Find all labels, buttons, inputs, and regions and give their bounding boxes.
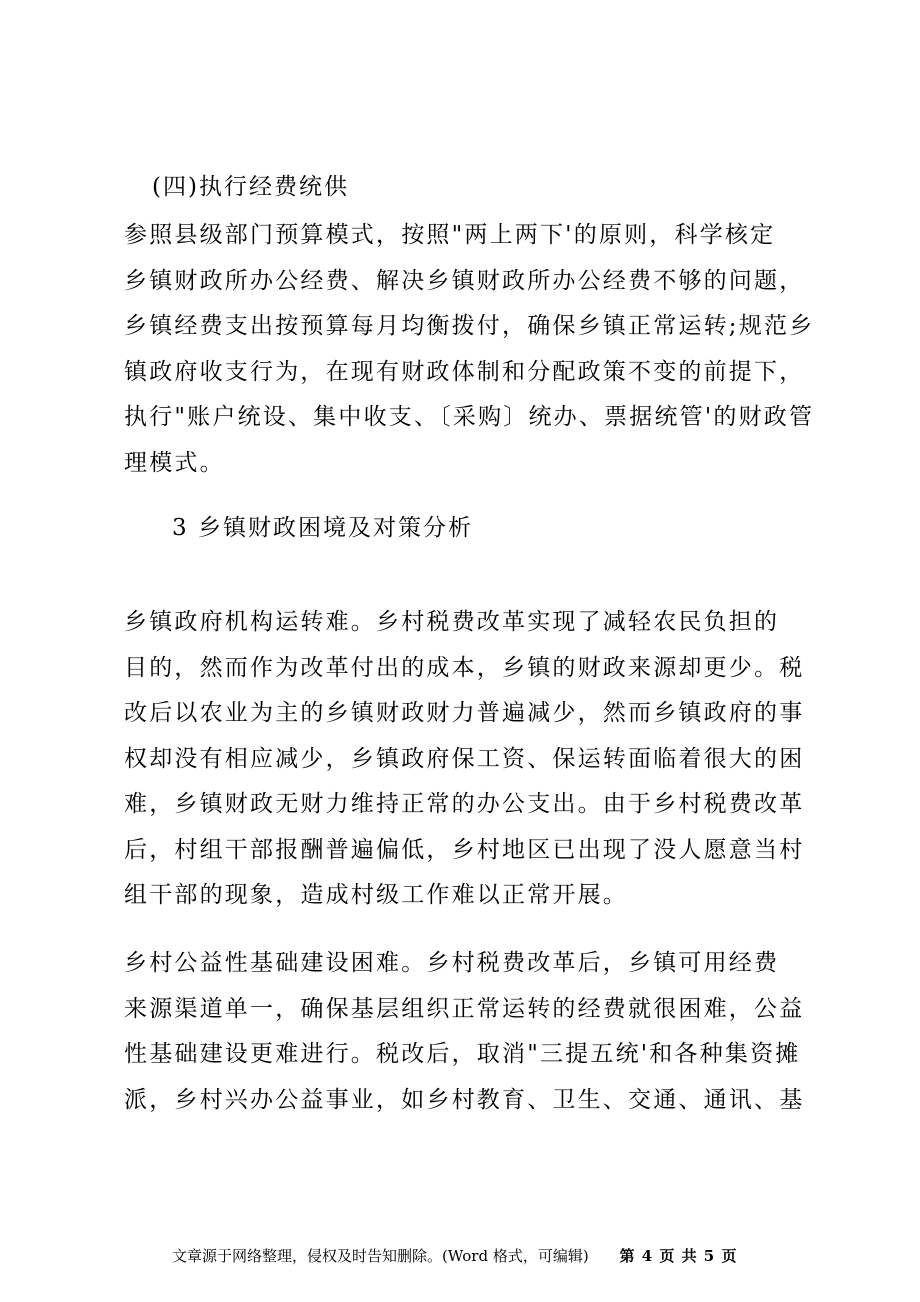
page-number: 第 4 页 共 5 页 [619, 1247, 738, 1265]
footer-note: 文章源于网络整理，侵权及时告知删除。(Word 格式，可编辑) [172, 1247, 589, 1265]
section-title: 3 乡镇财政困境及对策分析 [172, 515, 473, 541]
text-line: 乡镇政府机构运转难。乡村税费改革实现了减轻农民负担的 [124, 609, 780, 635]
text-line: 执行"账户统设、集中收支、〔采购〕统办、票据统管'的财政管 [124, 404, 815, 430]
subsection-heading: (四)执行经费统供 [152, 174, 349, 200]
text-line: 理模式。 [124, 449, 225, 476]
text-line: 后，村组干部报酬普遍偏低，乡村地区已出现了没人愿意当村 [124, 836, 805, 863]
text-line: 乡村公益性基础建设困难。乡村税费改革后，乡镇可用经费 [124, 950, 780, 976]
text-line: 乡镇经费支出按预算每月均衡拨付，确保乡镇正常运转;规范乡 [124, 313, 815, 339]
text-line: 派，乡村兴办公益事业，如乡村教育、卫生、交通、通讯、基 [124, 1086, 805, 1113]
text-line: 参照县级部门预算模式，按照"两上两下'的原则，科学核定 [124, 222, 776, 248]
text-line: 乡镇财政所办公经费、解决乡镇财政所办公经费不够的问题， [124, 267, 805, 294]
text-line: 目的，然而作为改革付出的成本，乡镇的财政来源却更少。税 [124, 654, 805, 681]
text-line: 来源渠道单一，确保基层组织正常运转的经费就很困难，公益 [124, 995, 805, 1022]
paragraph-public-infrastructure [124, 941, 805, 1123]
text-line: 改后以农业为主的乡镇财政财力普遍减少，然而乡镇政府的事 [124, 700, 805, 726]
paragraph-funding [124, 213, 815, 486]
text-line: 难，乡镇财政无财力维持正常的办公支出。由于乡村税费改革 [124, 791, 805, 817]
text-line: 组干部的现象，造成村级工作难以正常开展。 [124, 882, 628, 908]
text-line: 性基础建设更难进行。税改后，取消"三提五统'和各种集资摊 [124, 1041, 801, 1067]
paragraph-government-operation [124, 600, 805, 919]
text-line: 镇政府收支行为，在现有财政体制和分配政策不变的前提下， [124, 358, 805, 385]
page-footer [172, 1245, 737, 1267]
text-line: 权却没有相应减少，乡镇政府保工资、保运转面临着很大的困 [124, 745, 805, 772]
